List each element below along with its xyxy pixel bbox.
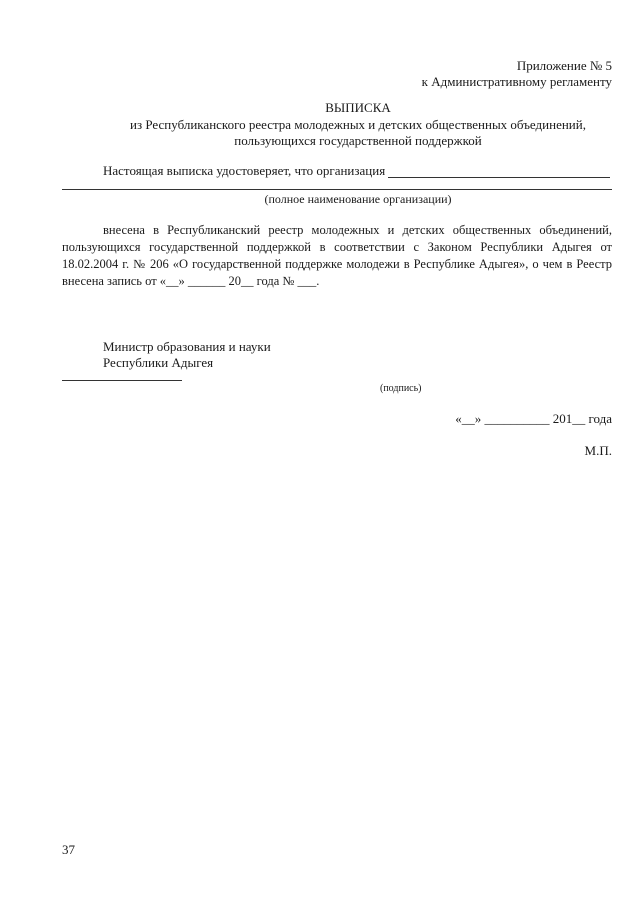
body-paragraph: внесена в Республиканский реестр молодежных и детских общественных объединений, пользующихся государственной поддержкой в соответствии с Законом Республики Адыгея от 18.02.2004 г. № 206 «О государственной поддержке молодежи в Республике Адыгея», о чем в Реестр внесена запись от «__» ______ 20__ года № ___. bbox=[62, 223, 612, 288]
signatory-position-line1: Министр образования и науки bbox=[103, 339, 271, 354]
document-title: ВЫПИСКА bbox=[325, 100, 391, 115]
document-subtitle-line1: из Республиканского реестра молодежных и детских общественных объединений, bbox=[130, 117, 586, 132]
issue-date-line: «__» __________ 201__ года bbox=[455, 411, 612, 426]
document-subtitle-line2: пользующихся государственной поддержкой bbox=[234, 133, 482, 148]
appendix-number: Приложение № 5 bbox=[516, 58, 612, 73]
organization-name-line-2 bbox=[62, 189, 612, 190]
organization-name-line-1 bbox=[388, 177, 610, 178]
appendix-regulation: к Административному регламенту bbox=[421, 74, 612, 89]
organization-name-caption: (полное наименование организации) bbox=[264, 192, 452, 206]
body-paragraph-block bbox=[62, 222, 612, 290]
stamp-place: М.П. bbox=[584, 443, 612, 458]
signatory-position-line2: Республики Адыгея bbox=[103, 355, 214, 370]
signature-caption: (подпись) bbox=[380, 383, 422, 394]
certify-lead-text: Настоящая выписка удостоверяет, что организация bbox=[103, 163, 386, 178]
signature-line bbox=[62, 380, 182, 381]
page-number: 37 bbox=[62, 842, 75, 857]
